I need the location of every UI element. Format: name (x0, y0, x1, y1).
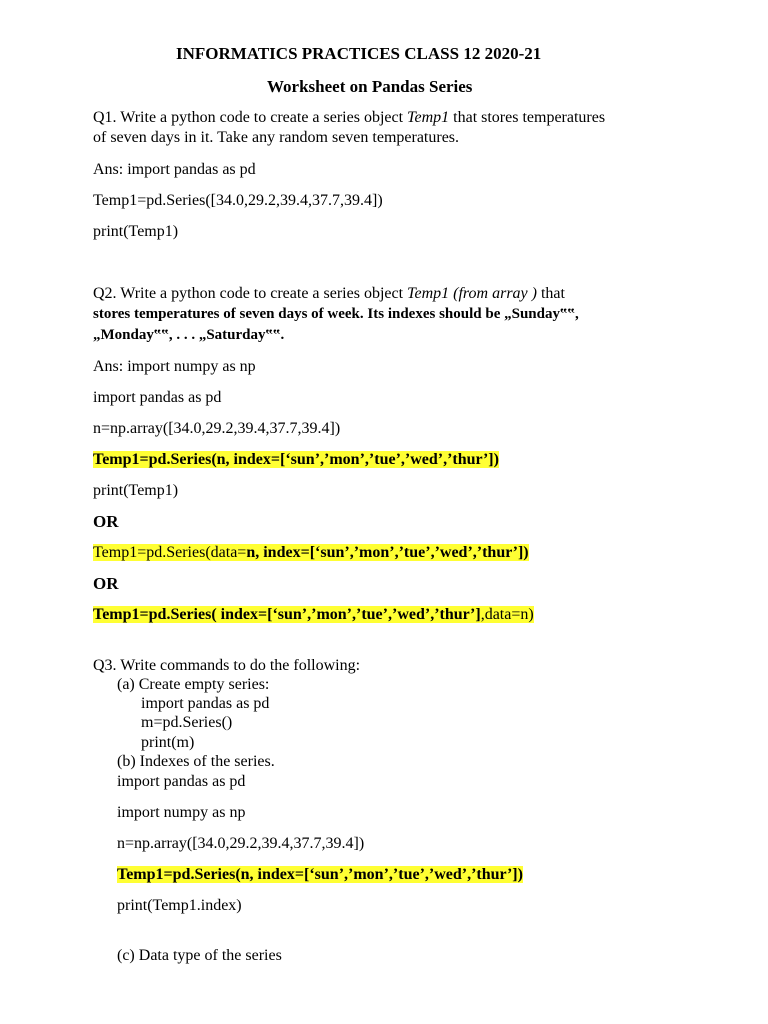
q3-b-code-1: import pandas as pd (117, 773, 246, 790)
q3-a-code-1: import pandas as pd (141, 695, 270, 712)
q1-text-b: that stores temperatures (449, 109, 606, 126)
q1-answer-line-2: Temp1=pd.Series([34.0,29.2,39.4,37.7,39.4]) (93, 192, 383, 209)
q2-option-1-part-a: Temp1=pd.Series( (93, 451, 217, 468)
q2-print-line: print(Temp1) (93, 482, 179, 499)
q3-b-code-2: import numpy as np (117, 804, 246, 821)
page-title: INFORMATICS PRACTICES CLASS 12 2020-21 (176, 44, 542, 63)
q2-option-1-part-b: n, index=[‘sun’,’mon’,’tue’,’wed’,’thur’]) (216, 451, 499, 468)
q2-option-2-highlight (93, 544, 529, 561)
q3-b-code-3: n=np.array([34.0,29.2,39.4,37.7,39.4]) (117, 835, 365, 852)
q2-option-3-highlight (93, 606, 534, 623)
q3-a-code-3: print(m) (141, 734, 195, 751)
q3-a-code-2: m=pd.Series() (141, 714, 233, 731)
q2-option-1-highlight (93, 451, 499, 468)
q2-option-3-part-b: ,data=n) (480, 606, 534, 623)
q2-option-3 (93, 605, 534, 625)
q3-b-code-4-part-a: Temp1=pd.Series( (117, 866, 241, 883)
q1-question-line-2: of seven days in it. Take any random seven temperatures. (93, 129, 460, 146)
q2-or-2: OR (93, 574, 119, 593)
q2-answer-line-3: n=np.array([34.0,29.2,39.4,37.7,39.4]) (93, 420, 341, 437)
q3-b-code-4-highlight (117, 866, 523, 883)
q3-c-label: (c) Data type of the series (117, 947, 282, 964)
q2-answer-line-1: Ans: import numpy as np (93, 358, 256, 375)
q3-b-code-5: print(Temp1.index) (117, 897, 242, 914)
q3-a-label: (a) Create empty series: (117, 676, 270, 693)
q1-text-var: Temp1 (407, 109, 450, 126)
q2-text-a: Q2. Write a python code to create a series object (93, 285, 408, 302)
q3-b-code-4-part-b: n, index=[‘sun’,’mon’,’tue’,’wed’,’thur’]) (240, 866, 523, 883)
q3-question-line: Q3. Write commands to do the following: (93, 657, 361, 674)
q3-b-label: (b) Indexes of the series. (117, 753, 275, 770)
q1-text-a: Q1. Write a python code to create a series object (93, 109, 408, 126)
q2-or-1: OR (93, 512, 119, 531)
q2-option-3-part-a: Temp1=pd.Series( index=[‘sun’,’mon’,’tue’,’wed’,’thur’] (93, 606, 481, 623)
q2-question-line-3: „Monday‟‟, . . . „Saturday‟‟. (93, 327, 285, 343)
q2-answer-line-2: import pandas as pd (93, 389, 222, 406)
q3-b-code-4 (117, 865, 523, 885)
q2-option-2-part-b: n, index=[‘sun’,’mon’,’tue’,’wed’,’thur’]) (246, 544, 529, 561)
q2-text-var: Temp1 (from array ) (407, 285, 537, 302)
q1-answer-line-1: Ans: import pandas as pd (93, 161, 256, 178)
q1-question-line-1 (93, 108, 605, 128)
q2-text-b: that (536, 285, 565, 302)
page-subtitle: Worksheet on Pandas Series (267, 77, 473, 96)
q1-answer-line-3: print(Temp1) (93, 223, 179, 240)
q2-option-2-part-a: Temp1=pd.Series(data= (93, 544, 247, 561)
q2-option-2 (93, 543, 529, 563)
q2-question-line-2: stores temperatures of seven days of week. Its indexes should be „Sunday‟‟, (93, 306, 579, 322)
q2-option-1 (93, 450, 499, 470)
q2-question-line-1 (93, 284, 565, 304)
